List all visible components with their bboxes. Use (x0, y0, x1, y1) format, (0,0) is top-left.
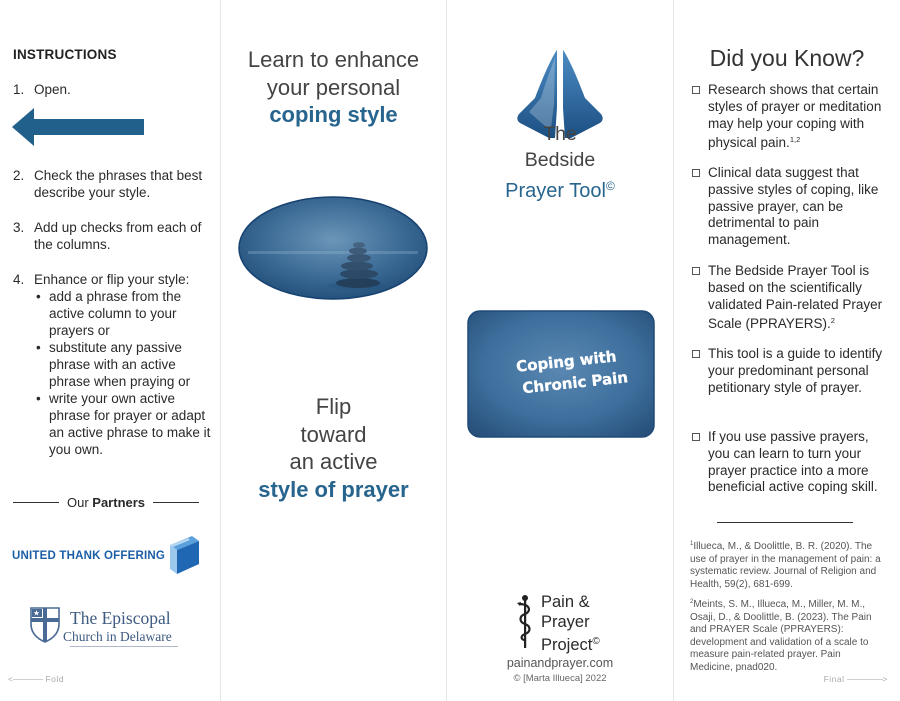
partners-heading: Our Partners (13, 495, 199, 510)
shield-icon (30, 607, 60, 643)
did-you-know-panel (674, 0, 900, 701)
learn-heading: Learn to enhance your personal coping style (247, 47, 420, 127)
coping-line-2: Chronic Pain (521, 368, 629, 398)
fact-item: The Bedside Prayer Tool is based on the scientifically validated Pain-related Prayer Scale (PPRAYERS).$^2$ (692, 263, 892, 333)
copyright-text: © [Marta Illueca] 2022 (513, 673, 607, 684)
instructions-title: INSTRUCTIONS (13, 47, 117, 62)
episcopal-church-logo: The Episcopal Church in Delaware (30, 605, 210, 649)
stacked-stones-image (238, 196, 428, 300)
step-4: 4. Enhance or flip your style: • add a phrase from the active column to your prayers or • substitute any passive phrase with an active phrase when praying or • write your own active phrase for prayer or adapt an active phrase to make it you own. (13, 271, 213, 458)
instructions-panel (0, 0, 220, 701)
fold-marker: < Fold (8, 674, 65, 684)
checkbox-icon (692, 433, 700, 441)
left-arrow-icon (12, 108, 146, 146)
reference-item: $^2$Meints, S. M., Illueca, M., Miller, M. M., Osaji, D., & Doolittle, B. (2023). The Pain and PRAYER Scale (PPRAYERS): development and validation of a scale to measure pain-related prayer. Pain Medicine, pnad020. (690, 599, 872, 673)
cover-panel (447, 0, 673, 701)
step-1: 1. Open. (13, 82, 71, 97)
fact-item: If you use passive prayers, you can learn to turn your prayer practice into a more beneficial active coping skill. (692, 429, 892, 496)
checkbox-icon (692, 169, 700, 177)
reference-item: $^1$Illueca, M., & Doolittle, B. R. (2020). The use of prayer in the management of pain: a systematic review. Journal of Religion and Health, 59(2), 681-699. (690, 541, 881, 590)
rod-of-asclepius-icon (515, 594, 535, 650)
fact-item: Research shows that certain styles of prayer or meditation may help your coping with physical pain.$^{1,2}$ (692, 82, 892, 152)
coping-style-panel (221, 0, 446, 701)
coping-chronic-pain-chalkboard (467, 310, 655, 438)
website-url: painandprayer.com (506, 656, 614, 670)
united-thank-offering-logo: UNITED THANK OFFERING (12, 534, 202, 578)
cube-logo-icon (164, 534, 200, 576)
bedside-title: The Bedside Prayer Tool© (505, 123, 615, 202)
final-marker: Final > (823, 674, 888, 684)
checkbox-icon (692, 267, 700, 275)
step-4-bullets (34, 288, 213, 458)
bullet-item: • add a phrase from the active column to your prayers or (34, 288, 213, 339)
bullet-item: • substitute any passive phrase with an active phrase when praying or (34, 339, 213, 390)
pain-prayer-project-logo: Pain & Prayer Project© (515, 592, 635, 652)
checkbox-icon (692, 86, 700, 94)
did-you-know-title: Did you Know? (709, 45, 865, 71)
bullet-item: • write your own active phrase for prayer or adapt an active phrase to make it you own. (34, 390, 213, 458)
flip-heading: Flip toward an active style of prayer (258, 394, 409, 502)
fact-item: Clinical data suggest that passive styles of coping, like passive prayer, can be detrimental to pain management. (692, 165, 892, 249)
step-3: 3. Add up checks from each of the columns. (13, 220, 202, 252)
coping-line-1: Coping with (515, 347, 618, 376)
step-2: 2. Check the phrases that best describe your style. (13, 168, 203, 200)
divider (717, 522, 853, 523)
fact-item: This tool is a guide to identify your predominant personal petitionary style of prayer. (692, 346, 892, 396)
checkbox-icon (692, 350, 700, 358)
